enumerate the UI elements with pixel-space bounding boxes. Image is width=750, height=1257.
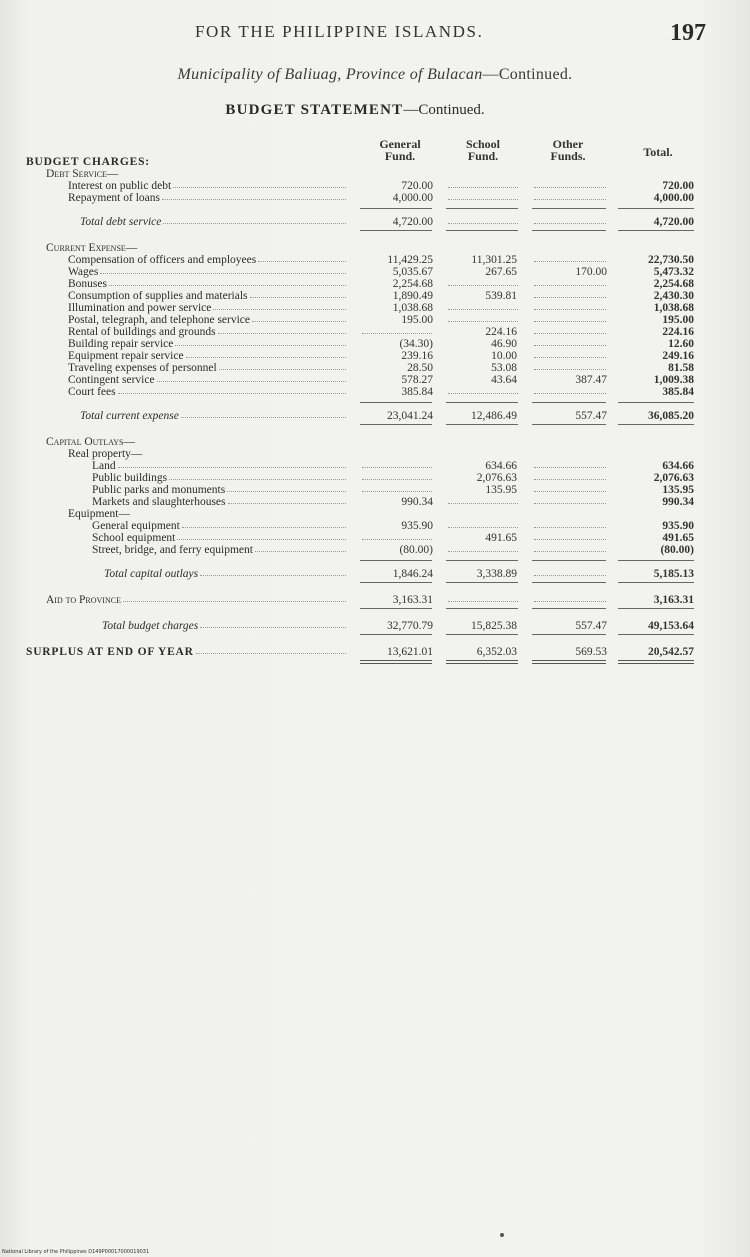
cell-total: 385.84 — [662, 386, 694, 398]
total-rule — [532, 230, 606, 231]
total-rule — [618, 402, 694, 403]
cell-total: 2,430.30 — [653, 290, 694, 302]
real-property-label-row — [0, 448, 750, 460]
leader-dots — [157, 381, 346, 383]
blank-cell-school — [448, 393, 518, 395]
cell-total: 36,085.20 — [648, 410, 694, 422]
cell-general: 578.27 — [401, 374, 433, 386]
blank-cell-school — [448, 503, 518, 505]
double-rule — [360, 660, 432, 664]
current-expense-row — [0, 302, 750, 314]
cell-school: 12,486.49 — [471, 410, 517, 422]
real-property-row — [0, 496, 750, 508]
cell-total: 22,730.50 — [648, 254, 694, 266]
cell-general: 935.90 — [401, 520, 433, 532]
row-label: Traveling expenses of personnel — [68, 362, 217, 374]
current-expense-row — [0, 278, 750, 290]
total-rule — [446, 208, 518, 209]
row-label: Illumination and power service — [68, 302, 212, 314]
total-rule — [446, 634, 518, 635]
surplus-row — [0, 646, 750, 658]
col-header-school-line2: Fund. — [467, 149, 499, 163]
col-header-school-line1: School — [465, 137, 500, 151]
blank-cell-other — [534, 199, 606, 201]
cell-general: 385.84 — [401, 386, 433, 398]
current-expense-row — [0, 374, 750, 386]
row-label: Total debt service — [80, 216, 162, 228]
row-label: Total current expense — [80, 410, 179, 422]
running-head-title: FOR THE PHILIPPINE ISLANDS. — [195, 22, 484, 41]
leader-dots — [218, 333, 346, 335]
cell-total: 5,473.32 — [653, 266, 694, 278]
blank-cell-general — [362, 467, 432, 469]
current-expense-row — [0, 254, 750, 266]
cell-general: 239.16 — [401, 350, 433, 362]
running-head — [0, 20, 750, 50]
cell-school: 11,301.25 — [471, 254, 517, 266]
blank-cell-other — [534, 539, 606, 541]
row-label: Wages — [68, 266, 99, 278]
blank-cell-other — [534, 527, 606, 529]
total-rule — [618, 582, 694, 583]
blank-cell-other — [534, 333, 606, 335]
debt-service-label: Debt Service— — [46, 168, 119, 180]
budget-charges-label-row — [0, 156, 750, 168]
leader-dots — [173, 187, 346, 189]
capital-outlays-label: Capital Outlays— — [46, 436, 135, 448]
blank-cell-other — [534, 369, 606, 371]
cell-school: 539.81 — [485, 290, 517, 302]
equipment-label: Equipment— — [68, 508, 130, 520]
row-label: Public buildings — [92, 472, 168, 484]
cell-total: 634.66 — [662, 460, 694, 472]
cell-general: 28.50 — [407, 362, 433, 374]
blank-cell-other — [534, 393, 606, 395]
total-rule — [360, 582, 432, 583]
blank-cell-other — [534, 223, 606, 225]
cell-general: 720.00 — [401, 180, 433, 192]
cell-total: 49,153.64 — [648, 620, 694, 632]
row-label: Court fees — [68, 386, 116, 398]
current-expense-row — [0, 386, 750, 398]
current-expense-label-row — [0, 242, 750, 254]
leader-dots — [162, 199, 346, 201]
cell-general: 1,890.49 — [392, 290, 433, 302]
scan-speck — [500, 1233, 504, 1237]
cell-total: 935.90 — [662, 520, 694, 532]
current-expense-row — [0, 326, 750, 338]
cell-school: 46.90 — [491, 338, 517, 350]
double-rule — [618, 660, 694, 664]
leader-dots — [213, 309, 346, 311]
equipment-row — [0, 532, 750, 544]
cell-general: 32,770.79 — [387, 620, 433, 632]
blank-cell-school — [448, 285, 518, 287]
row-label: Bonuses — [68, 278, 107, 290]
total-rule — [618, 634, 694, 635]
current-expense-label: Current Expense— — [46, 242, 138, 254]
col-header-other-line1: Other — [552, 137, 584, 151]
row-label: SURPLUS AT END OF YEAR — [26, 646, 194, 658]
cell-general: 23,041.24 — [387, 410, 433, 422]
blank-cell-school — [448, 187, 518, 189]
col-header-other-line2: Funds. — [550, 149, 586, 163]
blank-cell-school — [448, 199, 518, 201]
total-rule — [360, 560, 432, 561]
real-property-row — [0, 484, 750, 496]
leader-dots — [228, 503, 346, 505]
blank-cell-other — [534, 467, 606, 469]
row-label: Compensation of officers and employees — [68, 254, 257, 266]
row-label: Consumption of supplies and materials — [68, 290, 248, 302]
cell-total: (80.00) — [660, 544, 694, 556]
cell-total: 4,000.00 — [653, 192, 694, 204]
total-rule — [618, 608, 694, 609]
row-label: Street, bridge, and ferry equipment — [92, 544, 253, 556]
cell-school: 2,076.63 — [476, 472, 517, 484]
total-rule — [446, 424, 518, 425]
page-number: 197 — [670, 20, 706, 46]
col-header-general-line2: Fund. — [384, 149, 416, 163]
current-expense-row — [0, 338, 750, 350]
cell-school: 15,825.38 — [471, 620, 517, 632]
cell-general: 11,429.25 — [387, 254, 433, 266]
row-label: Total capital outlays — [104, 568, 199, 580]
cell-school: 53.08 — [491, 362, 517, 374]
current-expense-total-row — [0, 410, 750, 422]
row-label: Land — [92, 460, 116, 472]
total-rule — [532, 582, 606, 583]
total-rule — [446, 560, 518, 561]
row-label: Public parks and monuments — [92, 484, 226, 496]
cell-general: 13,621.01 — [387, 646, 433, 658]
cell-general: 195.00 — [401, 314, 433, 326]
row-label: Rental of buildings and grounds — [68, 326, 216, 338]
leader-dots — [177, 539, 346, 541]
total-rule — [618, 424, 694, 425]
blank-cell-other — [534, 491, 606, 493]
cell-total: 135.95 — [662, 484, 694, 496]
leader-dots — [250, 297, 346, 299]
blank-cell-school — [448, 309, 518, 311]
total-rule — [446, 402, 518, 403]
cell-other: 557.47 — [575, 410, 607, 422]
cell-school: 135.95 — [485, 484, 517, 496]
leader-dots — [163, 223, 346, 225]
total-rule — [532, 608, 606, 609]
total-rule — [360, 208, 432, 209]
col-header-general-line1: General — [379, 137, 421, 151]
total-rule — [618, 208, 694, 209]
cell-general: 2,254.68 — [392, 278, 433, 290]
current-expense-row — [0, 362, 750, 374]
leader-dots — [175, 345, 346, 347]
real-property-row — [0, 472, 750, 484]
col-header-total: Total. — [643, 145, 673, 159]
subtitle-suffix: —Continued. — [482, 66, 573, 83]
blank-cell-other — [534, 479, 606, 481]
total-rule — [360, 634, 432, 635]
blank-cell-other — [534, 601, 606, 603]
blank-cell-school — [448, 321, 518, 323]
total-rule — [532, 402, 606, 403]
blank-cell-other — [534, 551, 606, 553]
total-rule — [618, 230, 694, 231]
cell-total: 81.58 — [668, 362, 694, 374]
total-rule — [360, 424, 432, 425]
leader-dots — [258, 261, 346, 263]
current-expense-row — [0, 314, 750, 326]
current-expense-row — [0, 350, 750, 362]
cell-general: 3,163.31 — [392, 594, 433, 606]
blank-cell-other — [534, 575, 606, 577]
leader-dots — [181, 417, 346, 419]
blank-cell-other — [534, 503, 606, 505]
blank-cell-other — [534, 261, 606, 263]
leader-dots — [200, 575, 346, 577]
blank-cell-school — [448, 223, 518, 225]
cell-total: 12.60 — [668, 338, 694, 350]
blank-cell-other — [534, 297, 606, 299]
cell-school: 224.16 — [485, 326, 517, 338]
cell-school: 10.00 — [491, 350, 517, 362]
total-rule — [446, 230, 518, 231]
leader-dots — [186, 357, 346, 359]
leader-dots — [169, 479, 346, 481]
capital-outlays-label-row — [0, 436, 750, 448]
cell-total: 990.34 — [662, 496, 694, 508]
current-expense-row — [0, 266, 750, 278]
total-rule — [446, 608, 518, 609]
debt-service-row — [0, 180, 750, 192]
blank-cell-general — [362, 539, 432, 541]
debt-service-label-row — [0, 168, 750, 180]
cell-total: 4,720.00 — [653, 216, 694, 228]
cell-total: 20,542.57 — [648, 646, 694, 658]
real-property-row — [0, 460, 750, 472]
cell-general: 5,035.67 — [392, 266, 433, 278]
cell-other: 387.47 — [575, 374, 607, 386]
total-rule — [618, 560, 694, 561]
equipment-row — [0, 544, 750, 556]
row-label: Building repair service — [68, 338, 174, 350]
cell-total: 1,038.68 — [653, 302, 694, 314]
cell-total: 224.16 — [662, 326, 694, 338]
total-rule — [360, 402, 432, 403]
aid-to-province-row — [0, 594, 750, 606]
leader-dots — [252, 321, 346, 323]
cell-total: 491.65 — [662, 532, 694, 544]
cell-school: 3,338.89 — [476, 568, 517, 580]
municipality-name: Municipality of Baliuag, Province of Bulacan — [177, 66, 483, 83]
row-label: Total budget charges — [102, 620, 199, 632]
row-label: Repayment of loans — [68, 192, 160, 204]
cell-general: 1,846.24 — [392, 568, 433, 580]
leader-dots — [109, 285, 346, 287]
blank-cell-other — [534, 309, 606, 311]
capital-outlays-total-row — [0, 568, 750, 580]
cell-other: 557.47 — [575, 620, 607, 632]
cell-total: 3,163.31 — [653, 594, 694, 606]
blank-cell-general — [362, 333, 432, 335]
row-label: Equipment repair service — [68, 350, 184, 362]
blank-cell-other — [534, 285, 606, 287]
total-rule — [360, 608, 432, 609]
total-rule — [532, 424, 606, 425]
debt-total-row — [0, 216, 750, 228]
row-label: Contingent service — [68, 374, 155, 386]
leader-dots — [123, 601, 346, 603]
leader-dots — [118, 467, 346, 469]
cell-general: 4,000.00 — [392, 192, 433, 204]
cell-total: 720.00 — [662, 180, 694, 192]
total-rule — [360, 230, 432, 231]
leader-dots — [118, 393, 346, 395]
cell-school: 43.64 — [491, 374, 517, 386]
total-rule — [532, 560, 606, 561]
row-label: General equipment — [92, 520, 180, 532]
scan-footer: National Library of the Philippines D149P00017000019031 — [2, 1249, 150, 1255]
cell-school: 634.66 — [485, 460, 517, 472]
budget-charges-label: BUDGET CHARGES: — [26, 156, 150, 168]
row-label: Markets and slaughterhouses — [92, 496, 226, 508]
total-rule — [446, 582, 518, 583]
real-property-label: Real property— — [68, 448, 143, 460]
budget-statement-heading — [0, 102, 710, 119]
current-expense-row — [0, 290, 750, 302]
blank-cell-general — [362, 479, 432, 481]
blank-cell-other — [534, 357, 606, 359]
cell-general: (34.30) — [399, 338, 433, 350]
cell-total: 2,076.63 — [653, 472, 694, 484]
leader-dots — [182, 527, 346, 529]
municipality-subtitle — [0, 66, 750, 84]
cell-total: 195.00 — [662, 314, 694, 326]
double-rule — [446, 660, 518, 664]
cell-total: 5,185.13 — [653, 568, 694, 580]
leader-dots — [227, 491, 346, 493]
leader-dots — [100, 273, 346, 275]
leader-dots — [196, 653, 346, 655]
cell-total: 1,009.38 — [653, 374, 694, 386]
blank-cell-school — [448, 601, 518, 603]
blank-cell-general — [362, 491, 432, 493]
double-rule — [532, 660, 606, 664]
blank-cell-other — [534, 345, 606, 347]
total-budget-row — [0, 620, 750, 632]
blank-cell-school — [448, 527, 518, 529]
cell-school: 267.65 — [485, 266, 517, 278]
blank-cell-other — [534, 187, 606, 189]
blank-cell-school — [448, 551, 518, 553]
cell-total: 2,254.68 — [653, 278, 694, 290]
cell-other: 170.00 — [575, 266, 607, 278]
row-label: Aid to Province — [46, 594, 121, 606]
row-label: School equipment — [92, 532, 176, 544]
cell-school: 491.65 — [485, 532, 517, 544]
cell-general: (80.00) — [399, 544, 433, 556]
equipment-label-row — [0, 508, 750, 520]
row-label: Postal, telegraph, and telephone service — [68, 314, 251, 326]
leader-dots — [219, 369, 346, 371]
leader-dots — [255, 551, 346, 553]
blank-cell-other — [534, 321, 606, 323]
cell-general: 990.34 — [401, 496, 433, 508]
cell-total: 249.16 — [662, 350, 694, 362]
cell-school: 6,352.03 — [476, 646, 517, 658]
row-label: Interest on public debt — [68, 180, 172, 192]
equipment-row — [0, 520, 750, 532]
total-rule — [532, 208, 606, 209]
cell-general: 4,720.00 — [392, 216, 433, 228]
cell-other: 569.53 — [575, 646, 607, 658]
heading-main: BUDGET STATEMENT — [225, 102, 404, 118]
heading-suffix: —Continued. — [403, 102, 485, 118]
cell-general: 1,038.68 — [392, 302, 433, 314]
total-rule — [532, 634, 606, 635]
leader-dots — [200, 627, 346, 629]
debt-service-row — [0, 192, 750, 204]
